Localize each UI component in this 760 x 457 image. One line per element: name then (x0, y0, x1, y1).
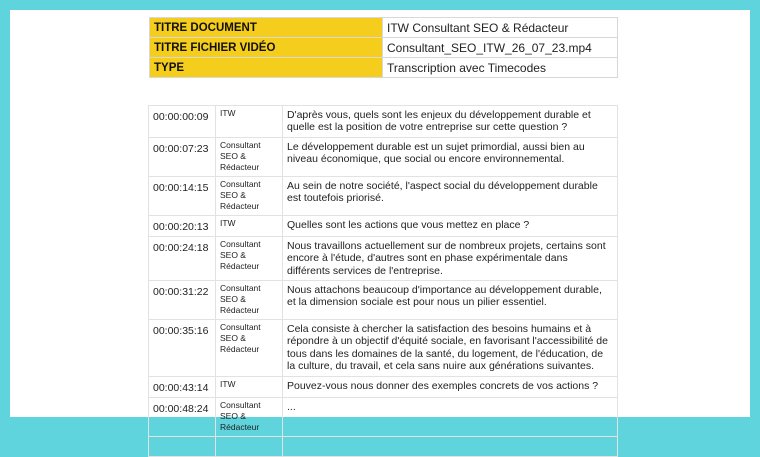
speaker: Consultant SEO & Rédacteur (216, 176, 283, 215)
transcript-text: Au sein de notre société, l'aspect social du développement durable est toutefois priorisé. (283, 176, 618, 215)
info-value: ITW Consultant SEO & Rédacteur (383, 18, 618, 38)
speaker: ITW (216, 106, 283, 138)
speaker: Consultant SEO & Rédacteur (216, 320, 283, 377)
info-label: TITRE DOCUMENT (150, 18, 383, 38)
timecode: 00:00:20:13 (149, 215, 216, 236)
transcript-row (149, 281, 618, 320)
transcript-text: Nous attachons beaucoup d'importance au développement durable, et la dimension sociale est pour nous un pilier essentiel. (283, 281, 618, 320)
transcript-text: D'après vous, quels sont les enjeux du développement durable et quelle est la position de votre entreprise sur cette question ? (283, 106, 618, 138)
speaker: ITW (216, 376, 283, 397)
timecode: 00:00:00:09 (149, 106, 216, 138)
speaker: Consultant SEO & Rédacteur (216, 281, 283, 320)
transcript-text (283, 436, 618, 456)
transcript-text: Nous travaillons actuellement sur de nombreux projets, certains sont encore à l'étude, d'autres sont en phase expérimentale dans différents services de l'entreprise. (283, 236, 618, 280)
transcript-text: Pouvez-vous nous donner des exemples concrets de vos actions ? (283, 376, 618, 397)
transcript-row (149, 436, 618, 456)
document-page (10, 10, 750, 432)
timecode: 00:00:14:15 (149, 176, 216, 215)
transcript-row (149, 397, 618, 436)
transcript-row (149, 176, 618, 215)
transcript-text: Quelles sont les actions que vous mettez en place ? (283, 215, 618, 236)
speaker: Consultant SEO & Rédacteur (216, 137, 283, 176)
transcript-row (149, 376, 618, 397)
transcript-row (149, 137, 618, 176)
transcript-table (148, 105, 618, 457)
transcript-text: ... (283, 397, 618, 436)
speaker: Consultant SEO & Rédacteur (216, 397, 283, 436)
transcript-row (149, 215, 618, 236)
timecode (149, 436, 216, 456)
transcript-row (149, 106, 618, 138)
timecode: 00:00:31:22 (149, 281, 216, 320)
transcript-row (149, 320, 618, 377)
info-row-type (150, 58, 618, 78)
speaker: Consultant SEO & Rédacteur (216, 236, 283, 280)
transcript-row (149, 236, 618, 280)
info-label: TYPE (150, 58, 383, 78)
info-value: Transcription avec Timecodes (383, 58, 618, 78)
info-row-video-file (150, 38, 618, 58)
speaker: ITW (216, 215, 283, 236)
info-label: TITRE FICHIER VIDÉO (150, 38, 383, 58)
info-value: Consultant_SEO_ITW_26_07_23.mp4 (383, 38, 618, 58)
transcript-text: Cela consiste à chercher la satisfaction des besoins humains et à répondre à un objectif d'équité sociale, en favorisant l'accessibilité de tous dans les domaines de la santé, du logement, de l'éducation, de la culture, du travail, et cela sans nuire aux générations suivantes. (283, 320, 618, 377)
speaker (216, 436, 283, 456)
timecode: 00:00:07:23 (149, 137, 216, 176)
document-info-table (149, 17, 618, 78)
timecode: 00:00:35:16 (149, 320, 216, 377)
timecode: 00:00:48:24 (149, 397, 216, 436)
transcript-text: Le développement durable est un sujet primordial, aussi bien au niveau économique, que social ou encore environnemental. (283, 137, 618, 176)
timecode: 00:00:43:14 (149, 376, 216, 397)
info-row-title (150, 18, 618, 38)
timecode: 00:00:24:18 (149, 236, 216, 280)
